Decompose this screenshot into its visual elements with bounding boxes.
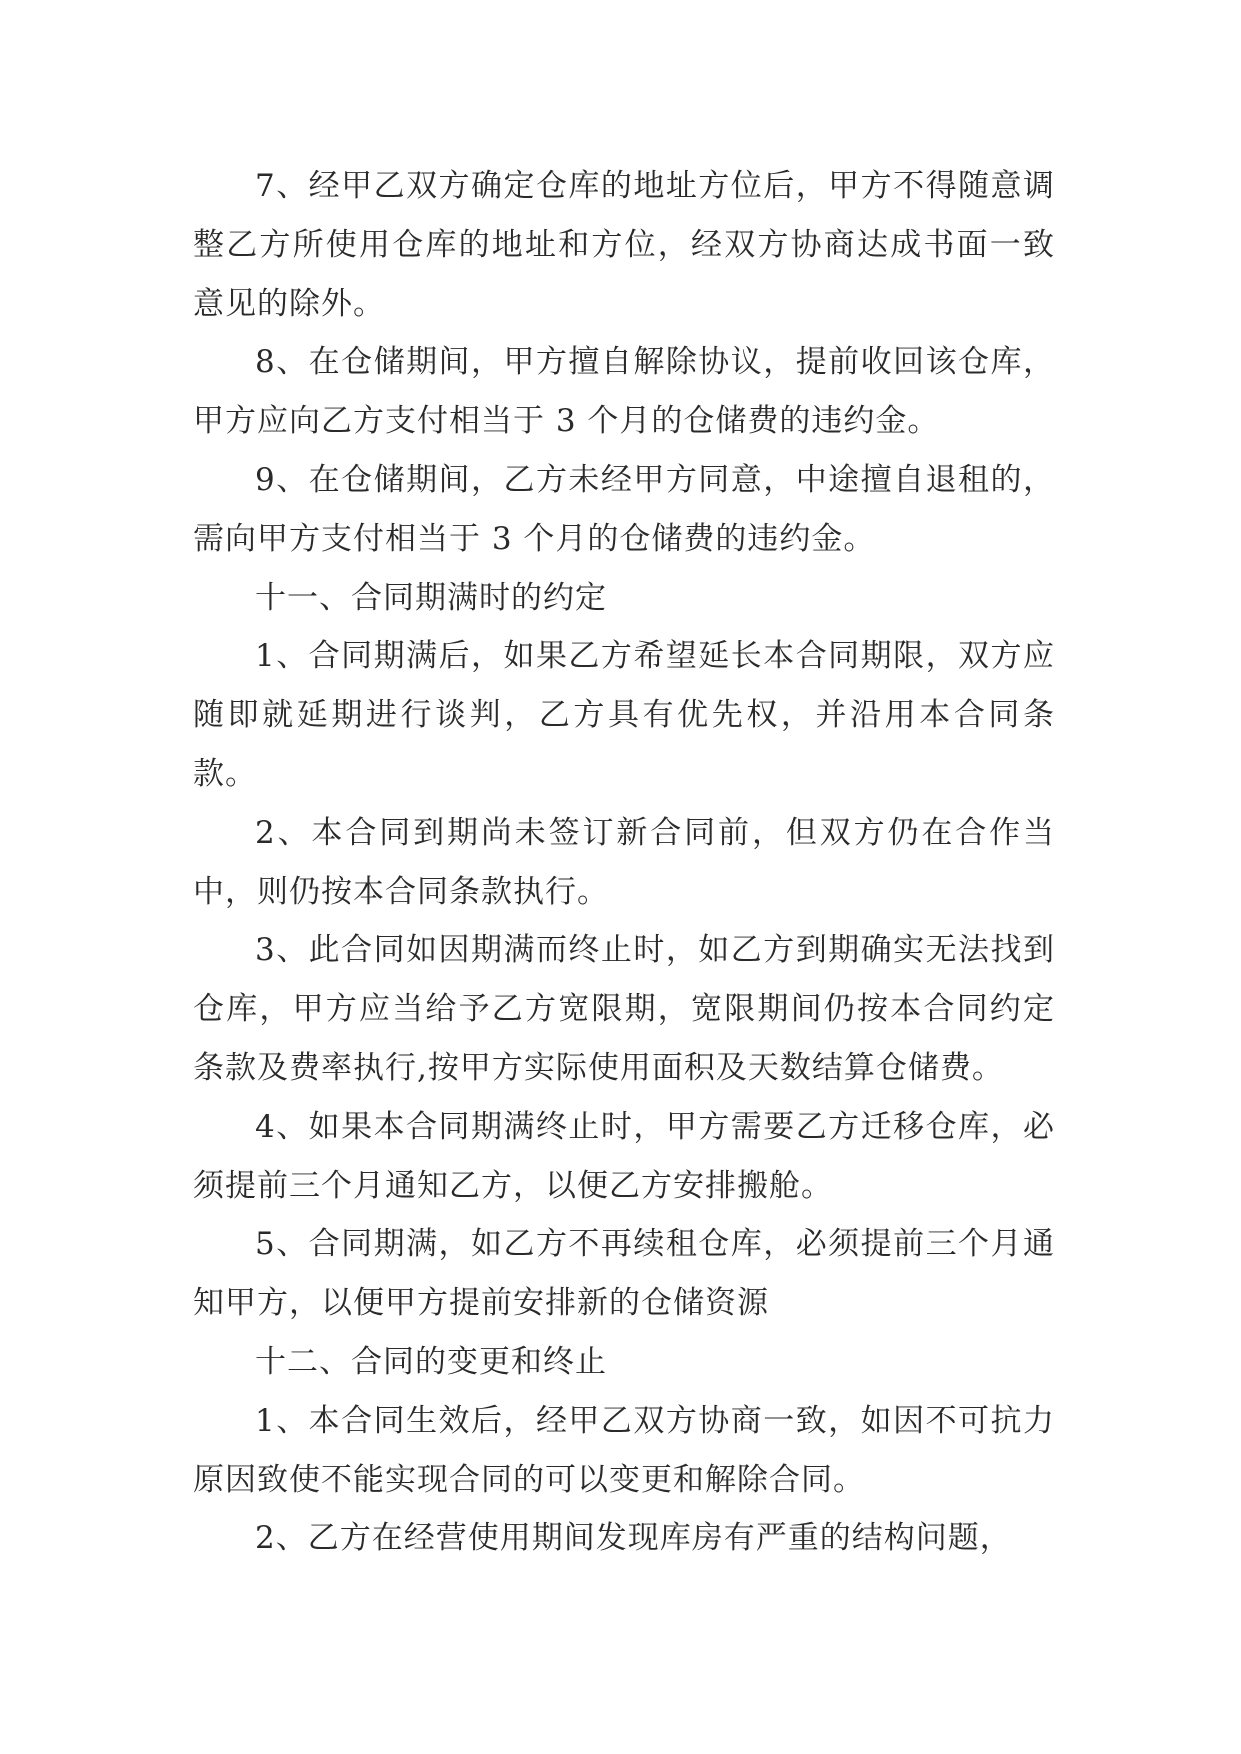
section-11-clause-3-paragraph: 3、此合同如因期满而终止时，如乙方到期确实无法找到仓库，甲方应当给予乙方宽限期，宽限期间仍按本合同约定条款及费率执行,按甲方实际使用面积及天数结算仓储费。 xyxy=(193,932,1055,1086)
section-12-heading: 十二、合同的变更和终止 xyxy=(255,1343,607,1380)
clause-8-paragraph: 8、在仓储期间，甲方擅自解除协议，提前收回该仓库，甲方应向乙方支付相当于 3 个月的仓储费的违约金。 xyxy=(193,344,1055,440)
clause-9-paragraph: 9、在仓储期间，乙方未经甲方同意，中途擅自退租的，需向甲方支付相当于 3 个月的仓储费的违约金。 xyxy=(193,461,1055,557)
section-12-clause-1-paragraph: 1、本合同生效后，经甲乙双方协商一致，如因不可抗力原因致使不能实现合同的可以变更和解除合同。 xyxy=(193,1402,1055,1498)
section-11-clause-5-paragraph: 5、合同期满，如乙方不再续租仓库，必须提前三个月通知甲方，以便甲方提前安排新的仓储资源 xyxy=(193,1226,1055,1322)
document-body xyxy=(193,157,1055,1568)
section-11-clause-4-paragraph: 4、如果本合同期满终止时，甲方需要乙方迁移仓库，必须提前三个月通知乙方，以便乙方安排搬舱。 xyxy=(193,1108,1055,1204)
section-11-heading: 十一、合同期满时的约定 xyxy=(255,579,607,616)
section-11-clause-1-paragraph: 1、合同期满后，如果乙方希望延长本合同期限，双方应随即就延期进行谈判，乙方具有优先权，并沿用本合同条款。 xyxy=(193,638,1055,792)
section-12-clause-2-paragraph: 2、乙方在经营使用期间发现库房有严重的结构问题， xyxy=(255,1520,1012,1557)
clause-7-paragraph: 7、经甲乙双方确定仓库的地址方位后，甲方不得随意调整乙方所使用仓库的地址和方位，经双方协商达成书面一致意见的除外。 xyxy=(193,168,1055,322)
section-11-clause-2-paragraph: 2、本合同到期尚未签订新合同前，但双方仍在合作当中，则仍按本合同条款执行。 xyxy=(193,814,1055,910)
